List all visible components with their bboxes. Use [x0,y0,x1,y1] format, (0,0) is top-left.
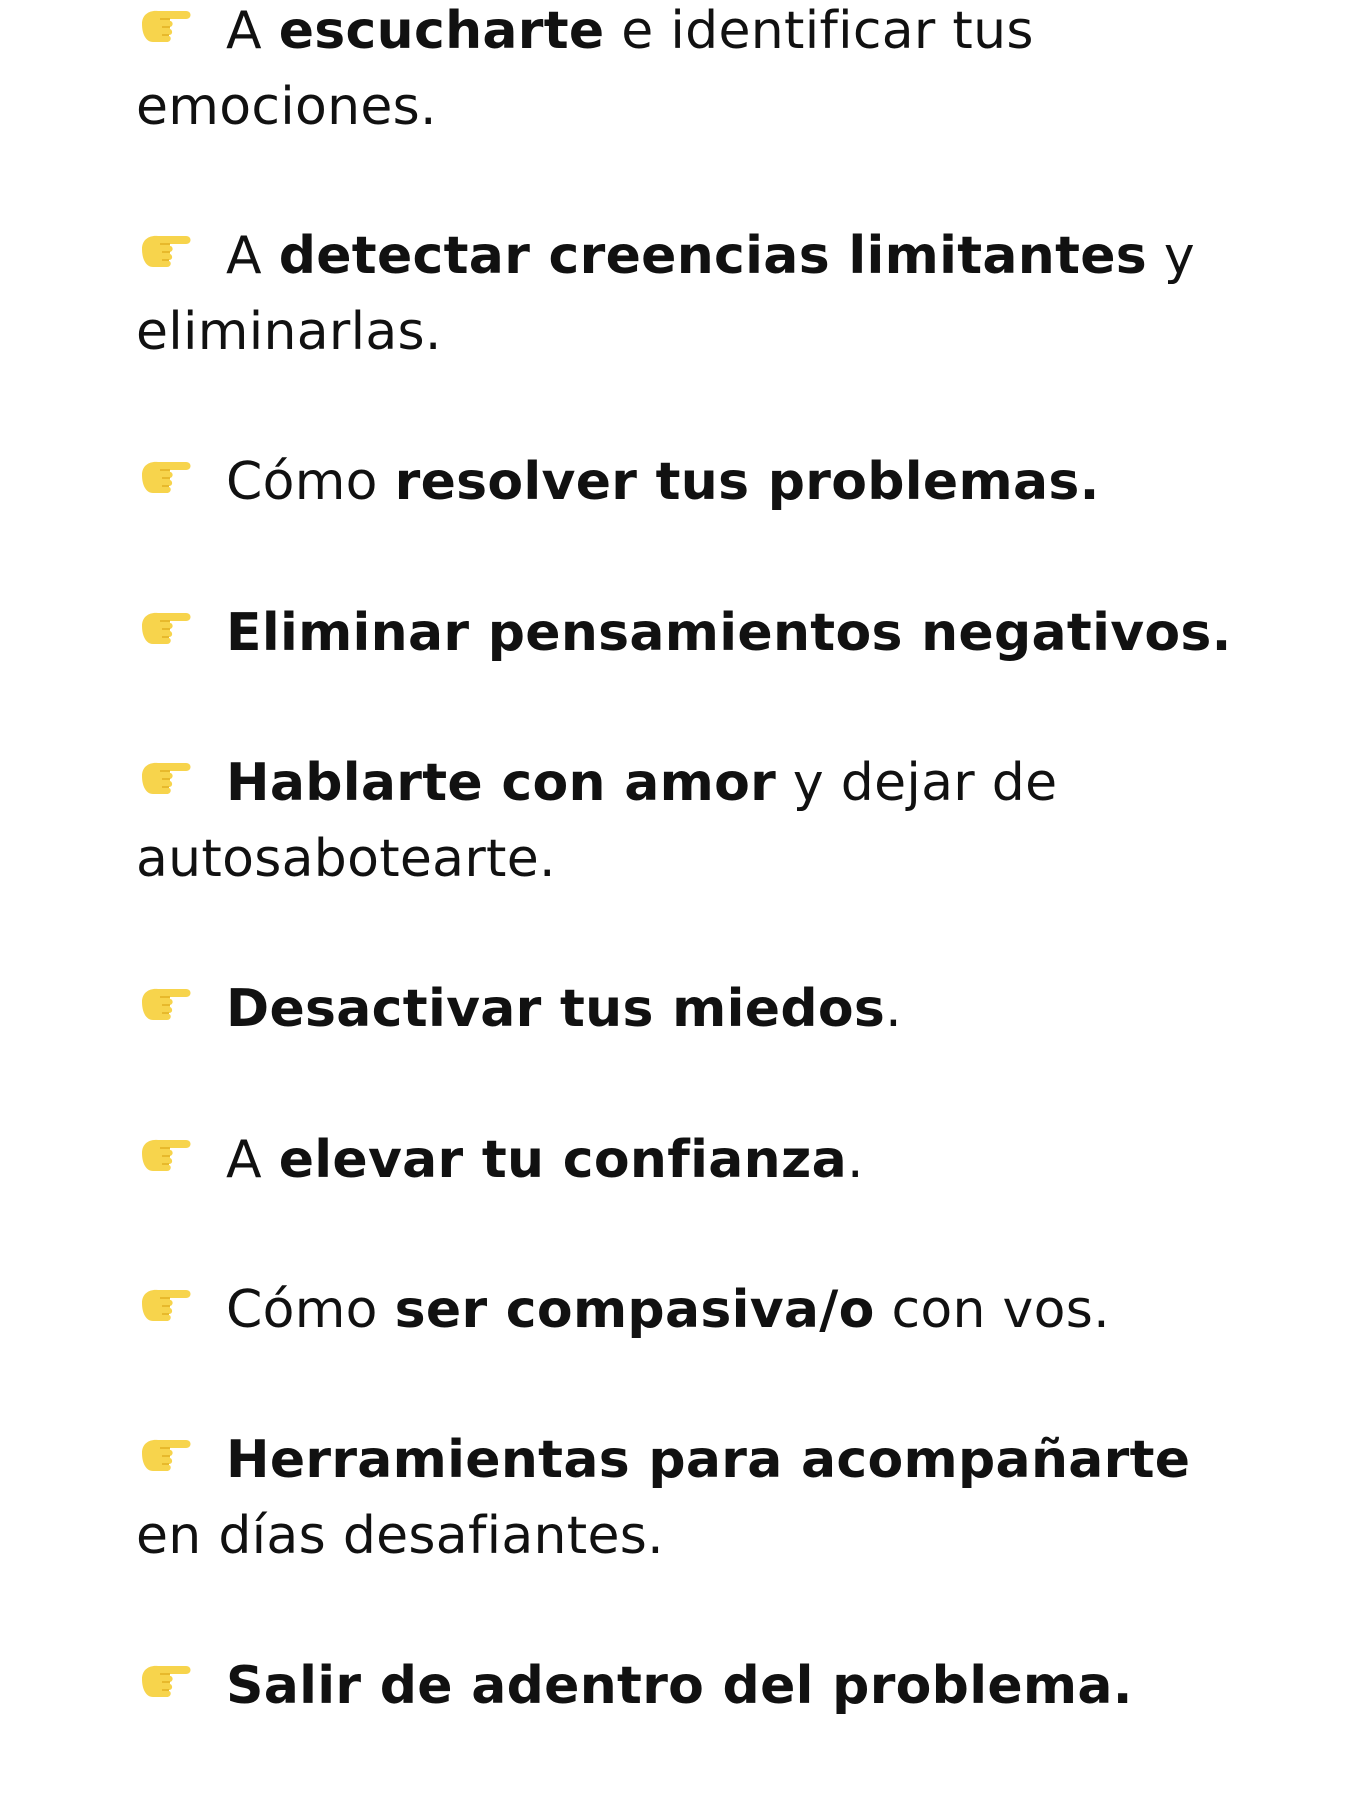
item-text-bold: Desactivar tus miedos [226,979,886,1039]
item-text-before: A [226,1130,279,1190]
item-text-bold: elevar tu confianza [278,1130,847,1190]
item-text-after: y dejar de autosabotearte. [136,753,1058,889]
list-item [136,1422,1246,1574]
item-text-bold: ser compasiva/o [394,1280,875,1340]
item-text-bold: detectar creencias limitantes [278,226,1148,286]
item-text-bold: Herramientas para acompañarte [226,1430,1191,1490]
list-item [136,1122,1246,1198]
list-item [136,595,1246,671]
item-text-after: . [846,1130,864,1190]
backhand-index-pointing-right-icon [136,1431,196,1471]
item-text-bold: resolver tus problemas. [394,452,1100,512]
item-text-before: A [226,1,279,61]
list-item [136,1648,1246,1724]
backhand-index-pointing-right-icon [136,2,196,42]
item-text-after: e identificar tus emociones. [136,1,1034,137]
item-text-before: A [226,226,279,286]
backhand-index-pointing-right-icon [136,1657,196,1697]
item-text-before: Cómo [226,1280,395,1340]
item-text-after: en días desafiantes. [136,1506,664,1566]
list-item [136,218,1246,370]
item-text-before: Cómo [226,452,395,512]
list-item [136,745,1246,897]
backhand-index-pointing-right-icon [136,754,196,794]
backhand-index-pointing-right-icon [136,1281,196,1321]
item-text-after: con vos. [874,1280,1110,1340]
backhand-index-pointing-right-icon [136,980,196,1020]
backhand-index-pointing-right-icon [136,1131,196,1171]
list-item [136,1272,1246,1348]
backhand-index-pointing-right-icon [136,227,196,267]
list-item [136,444,1246,520]
item-text-bold: Salir de adentro del problema. [226,1656,1133,1716]
backhand-index-pointing-right-icon [136,453,196,493]
item-text-bold: Eliminar pensamientos negativos. [226,603,1232,663]
item-text-bold: Hablarte con amor [226,753,777,813]
backhand-index-pointing-right-icon [136,604,196,644]
item-text-after: . [885,979,902,1039]
item-text-after: y eliminarlas. [136,226,1195,362]
list-item [136,0,1246,145]
item-text-bold: escucharte [278,1,605,61]
list-item [136,971,1246,1047]
